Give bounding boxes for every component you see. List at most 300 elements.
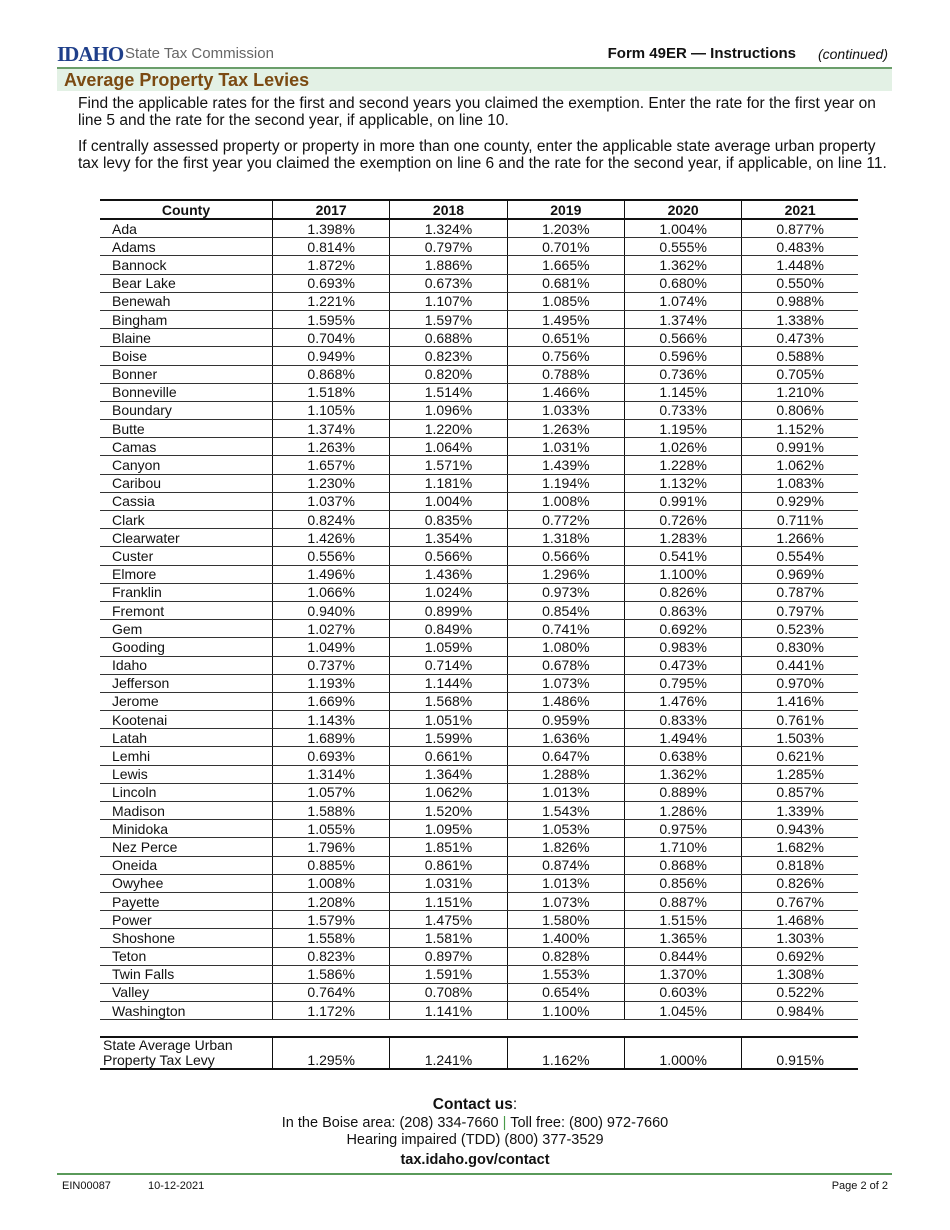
levy-rate-cell: 1.495% bbox=[507, 310, 624, 328]
levy-rate-cell: 1.230% bbox=[273, 474, 390, 492]
spacer-cell bbox=[273, 1020, 390, 1038]
levy-rate-cell: 0.818% bbox=[742, 856, 858, 874]
levy-rate-cell: 1.339% bbox=[742, 802, 858, 820]
table-row bbox=[100, 583, 858, 601]
levy-rate-cell: 1.586% bbox=[273, 965, 390, 983]
levy-rate-cell: 0.861% bbox=[390, 856, 507, 874]
levy-rate-cell: 1.107% bbox=[390, 292, 507, 310]
column-header-year: 2017 bbox=[273, 200, 390, 219]
levy-rate-cell: 1.426% bbox=[273, 529, 390, 547]
county-name-cell: Bonneville bbox=[100, 383, 273, 401]
levy-rate-cell: 1.288% bbox=[507, 765, 624, 783]
levy-rate-cell: 1.354% bbox=[390, 529, 507, 547]
table-row bbox=[100, 838, 858, 856]
levy-rate-cell: 1.518% bbox=[273, 383, 390, 401]
levy-rate-cell: 0.654% bbox=[507, 983, 624, 1001]
levy-rate-cell: 1.066% bbox=[273, 583, 390, 601]
levy-rate-cell: 1.657% bbox=[273, 456, 390, 474]
table-header-row bbox=[100, 200, 858, 219]
levy-rate-cell: 0.885% bbox=[273, 856, 390, 874]
county-name-cell: Jerome bbox=[100, 692, 273, 710]
levy-rate-cell: 1.436% bbox=[390, 565, 507, 583]
levy-rate-cell: 0.835% bbox=[390, 511, 507, 529]
levy-rate-cell: 1.024% bbox=[390, 583, 507, 601]
levy-rate-cell: 1.796% bbox=[273, 838, 390, 856]
levy-rate-cell: 1.228% bbox=[624, 456, 741, 474]
levy-rate-cell: 0.897% bbox=[390, 947, 507, 965]
levy-rate-cell: 0.857% bbox=[742, 783, 858, 801]
levy-rate-cell: 1.665% bbox=[507, 256, 624, 274]
county-name-cell: Adams bbox=[100, 238, 273, 256]
revision-date: 10-12-2021 bbox=[148, 1180, 205, 1192]
levy-rate-cell: 1.172% bbox=[273, 1002, 390, 1020]
table-row bbox=[100, 511, 858, 529]
county-name-cell: Butte bbox=[100, 420, 273, 438]
levy-rate-cell: 1.095% bbox=[390, 820, 507, 838]
county-name-cell: Custer bbox=[100, 547, 273, 565]
levy-rate-cell: 1.283% bbox=[624, 529, 741, 547]
table-row bbox=[100, 674, 858, 692]
levy-rate-cell: 1.324% bbox=[390, 219, 507, 238]
levy-rate-cell: 0.824% bbox=[273, 511, 390, 529]
levy-rate-cell: 0.856% bbox=[624, 874, 741, 892]
levy-rate-cell: 1.027% bbox=[273, 620, 390, 638]
levy-rate-cell: 1.599% bbox=[390, 729, 507, 747]
levy-rate-cell: 0.705% bbox=[742, 365, 858, 383]
county-name-cell: Blaine bbox=[100, 329, 273, 347]
county-name-cell: Clark bbox=[100, 511, 273, 529]
county-name-cell: Fremont bbox=[100, 601, 273, 619]
levy-rate-cell: 1.295% bbox=[273, 1037, 390, 1069]
levy-rate-cell: 1.515% bbox=[624, 911, 741, 929]
levy-rate-cell: 1.486% bbox=[507, 692, 624, 710]
levy-rate-cell: 0.764% bbox=[273, 983, 390, 1001]
levy-rate-cell: 1.496% bbox=[273, 565, 390, 583]
levy-rate-cell: 1.466% bbox=[507, 383, 624, 401]
levy-rate-cell: 0.522% bbox=[742, 983, 858, 1001]
levy-rate-cell: 1.152% bbox=[742, 420, 858, 438]
section-title: Average Property Tax Levies bbox=[64, 70, 310, 90]
levy-rate-cell: 0.788% bbox=[507, 365, 624, 383]
levy-rate-cell: 1.141% bbox=[390, 1002, 507, 1020]
levy-rate-cell: 1.886% bbox=[390, 256, 507, 274]
county-name-cell: Bannock bbox=[100, 256, 273, 274]
levy-rate-cell: 1.004% bbox=[390, 492, 507, 510]
levy-rate-cell: 1.826% bbox=[507, 838, 624, 856]
levy-rate-cell: 0.814% bbox=[273, 238, 390, 256]
county-name-cell: Bonner bbox=[100, 365, 273, 383]
instruction-paragraph-2: If centrally assessed property or property in more than one county, enter the applicable state average urban property tax levy for the first year you claimed the exemption on line 6 and the rate for the second year, if applicable, on line 11. bbox=[78, 138, 887, 172]
levy-rate-cell: 1.503% bbox=[742, 729, 858, 747]
county-name-cell: Canyon bbox=[100, 456, 273, 474]
levy-rate-cell: 0.688% bbox=[390, 329, 507, 347]
table-row bbox=[100, 474, 858, 492]
levy-rate-cell: 1.085% bbox=[507, 292, 624, 310]
levy-rate-cell: 0.678% bbox=[507, 656, 624, 674]
levy-rate-cell: 1.145% bbox=[624, 383, 741, 401]
levy-rate-cell: 1.100% bbox=[507, 1002, 624, 1020]
agency-name: State Tax Commission bbox=[125, 45, 274, 62]
levy-rate-cell: 0.638% bbox=[624, 747, 741, 765]
idaho-logo: IDAHO bbox=[57, 42, 124, 66]
levy-rate-cell: 1.051% bbox=[390, 711, 507, 729]
levy-rate-cell: 0.787% bbox=[742, 583, 858, 601]
levy-rate-cell: 1.100% bbox=[624, 565, 741, 583]
levy-rate-cell: 0.651% bbox=[507, 329, 624, 347]
levy-rate-cell: 0.554% bbox=[742, 547, 858, 565]
county-name-cell: Idaho bbox=[100, 656, 273, 674]
county-name-cell: Twin Falls bbox=[100, 965, 273, 983]
levy-rate-cell: 0.737% bbox=[273, 656, 390, 674]
county-name-cell: Teton bbox=[100, 947, 273, 965]
spacer-cell bbox=[742, 1020, 858, 1038]
county-name-cell: Minidoka bbox=[100, 820, 273, 838]
levy-rate-cell: 1.195% bbox=[624, 420, 741, 438]
levy-rate-cell: 0.661% bbox=[390, 747, 507, 765]
levy-rate-cell: 0.566% bbox=[390, 547, 507, 565]
levy-rate-cell: 1.374% bbox=[624, 310, 741, 328]
levy-rate-cell: 1.308% bbox=[742, 965, 858, 983]
levy-rate-cell: 1.037% bbox=[273, 492, 390, 510]
levy-rate-cell: 0.693% bbox=[273, 747, 390, 765]
levy-rate-cell: 1.000% bbox=[624, 1037, 741, 1069]
county-name-cell: Cassia bbox=[100, 492, 273, 510]
levy-rate-cell: 1.416% bbox=[742, 692, 858, 710]
levy-rate-cell: 0.833% bbox=[624, 711, 741, 729]
county-name-cell: Boundary bbox=[100, 401, 273, 419]
table-row bbox=[100, 547, 858, 565]
levy-rate-cell: 0.441% bbox=[742, 656, 858, 674]
county-name-cell: Lewis bbox=[100, 765, 273, 783]
levy-rate-cell: 1.286% bbox=[624, 802, 741, 820]
levy-rate-cell: 1.365% bbox=[624, 929, 741, 947]
levy-rate-cell: 0.949% bbox=[273, 347, 390, 365]
levy-rate-cell: 1.579% bbox=[273, 911, 390, 929]
county-name-cell: Shoshone bbox=[100, 929, 273, 947]
levy-rate-cell: 1.468% bbox=[742, 911, 858, 929]
levy-rate-cell: 1.144% bbox=[390, 674, 507, 692]
contact-url[interactable]: tax.idaho.gov/contact bbox=[400, 1152, 550, 1168]
table-row bbox=[100, 256, 858, 274]
levy-rate-cell: 0.473% bbox=[624, 656, 741, 674]
levy-rate-cell: 1.710% bbox=[624, 838, 741, 856]
levy-rate-cell: 1.062% bbox=[390, 783, 507, 801]
levy-rate-cell: 0.761% bbox=[742, 711, 858, 729]
table-row bbox=[100, 711, 858, 729]
contact-title: Contact us bbox=[432, 1096, 513, 1113]
levy-rate-cell: 1.285% bbox=[742, 765, 858, 783]
levy-rate-cell: 0.868% bbox=[273, 365, 390, 383]
county-name-cell: Owyhee bbox=[100, 874, 273, 892]
county-name-cell: Kootenai bbox=[100, 711, 273, 729]
county-name-cell: Camas bbox=[100, 438, 273, 456]
county-name-cell: Payette bbox=[100, 892, 273, 910]
levy-rate-cell: 1.543% bbox=[507, 802, 624, 820]
levy-rate-cell: 0.806% bbox=[742, 401, 858, 419]
tdd-phone: Hearing impaired (TDD) (800) 377-3529 bbox=[346, 1132, 604, 1148]
levy-rate-cell: 0.555% bbox=[624, 238, 741, 256]
table-row bbox=[100, 856, 858, 874]
county-name-cell: Caribou bbox=[100, 474, 273, 492]
levy-rate-cell: 0.483% bbox=[742, 238, 858, 256]
county-name-cell: Gooding bbox=[100, 638, 273, 656]
levy-rate-cell: 1.362% bbox=[624, 765, 741, 783]
levy-rate-cell: 1.096% bbox=[390, 401, 507, 419]
table-row bbox=[100, 692, 858, 710]
levy-rate-cell: 0.984% bbox=[742, 1002, 858, 1020]
levy-rate-cell: 0.550% bbox=[742, 274, 858, 292]
levy-rate-cell: 1.571% bbox=[390, 456, 507, 474]
levy-rate-cell: 1.374% bbox=[273, 420, 390, 438]
county-name-cell: Power bbox=[100, 911, 273, 929]
levy-rate-cell: 0.726% bbox=[624, 511, 741, 529]
table-row bbox=[100, 983, 858, 1001]
table-row bbox=[100, 892, 858, 910]
levy-rate-cell: 1.581% bbox=[390, 929, 507, 947]
levy-rate-cell: 1.105% bbox=[273, 401, 390, 419]
table-row bbox=[100, 238, 858, 256]
county-name-cell: Clearwater bbox=[100, 529, 273, 547]
county-name-cell: Franklin bbox=[100, 583, 273, 601]
county-name-cell: Elmore bbox=[100, 565, 273, 583]
levy-rate-cell: 1.263% bbox=[507, 420, 624, 438]
continued-label: (continued) bbox=[817, 46, 888, 62]
separator: | bbox=[502, 1115, 507, 1131]
levy-rate-cell: 0.523% bbox=[742, 620, 858, 638]
levy-rate-cell: 0.681% bbox=[507, 274, 624, 292]
spacer-cell bbox=[100, 1020, 273, 1038]
levy-rate-cell: 1.013% bbox=[507, 783, 624, 801]
levy-rate-cell: 1.241% bbox=[390, 1037, 507, 1069]
levy-rate-cell: 1.008% bbox=[507, 492, 624, 510]
levy-rate-cell: 0.991% bbox=[624, 492, 741, 510]
levy-rate-cell: 0.929% bbox=[742, 492, 858, 510]
county-name-cell: Valley bbox=[100, 983, 273, 1001]
county-name-cell: Latah bbox=[100, 729, 273, 747]
levy-rate-cell: 0.756% bbox=[507, 347, 624, 365]
levy-rate-cell: 0.868% bbox=[624, 856, 741, 874]
contact-phones bbox=[0, 1115, 950, 1131]
column-header-year: 2018 bbox=[390, 200, 507, 219]
levy-rate-cell: 1.514% bbox=[390, 383, 507, 401]
table-row bbox=[100, 802, 858, 820]
levy-rate-cell: 1.872% bbox=[273, 256, 390, 274]
levy-rate-cell: 1.494% bbox=[624, 729, 741, 747]
levy-rate-cell: 1.151% bbox=[390, 892, 507, 910]
levy-rate-cell: 1.520% bbox=[390, 802, 507, 820]
levy-rate-cell: 0.823% bbox=[273, 947, 390, 965]
levy-rate-cell: 1.132% bbox=[624, 474, 741, 492]
levy-rate-cell: 1.318% bbox=[507, 529, 624, 547]
levy-rate-cell: 0.828% bbox=[507, 947, 624, 965]
levy-rate-cell: 0.741% bbox=[507, 620, 624, 638]
footer-divider bbox=[57, 1173, 892, 1175]
county-name-cell: Nez Perce bbox=[100, 838, 273, 856]
levy-rate-cell: 0.708% bbox=[390, 983, 507, 1001]
table-row bbox=[100, 401, 858, 419]
levy-rate-cell: 1.181% bbox=[390, 474, 507, 492]
spacer-row bbox=[100, 1020, 858, 1038]
levy-rate-cell: 0.940% bbox=[273, 601, 390, 619]
levy-rate-cell: 1.055% bbox=[273, 820, 390, 838]
levy-rate-cell: 1.370% bbox=[624, 965, 741, 983]
levy-rate-cell: 0.863% bbox=[624, 601, 741, 619]
levy-rate-cell: 1.162% bbox=[507, 1037, 624, 1069]
levy-rate-cell: 0.943% bbox=[742, 820, 858, 838]
levy-rate-cell: 1.073% bbox=[507, 674, 624, 692]
levy-rate-cell: 1.588% bbox=[273, 802, 390, 820]
county-name-cell: Bingham bbox=[100, 310, 273, 328]
levy-rate-cell: 0.714% bbox=[390, 656, 507, 674]
levy-rate-cell: 1.053% bbox=[507, 820, 624, 838]
column-header-year: 2021 bbox=[742, 200, 858, 219]
levy-rate-cell: 0.983% bbox=[624, 638, 741, 656]
levy-rate-cell: 0.596% bbox=[624, 347, 741, 365]
levy-rate-cell: 0.844% bbox=[624, 947, 741, 965]
levy-rate-cell: 1.143% bbox=[273, 711, 390, 729]
toll-free-phone: Toll free: (800) 972-7660 bbox=[510, 1115, 669, 1131]
levy-rate-cell: 0.603% bbox=[624, 983, 741, 1001]
levy-rate-cell: 1.580% bbox=[507, 911, 624, 929]
spacer-cell bbox=[624, 1020, 741, 1038]
levy-rate-cell: 0.797% bbox=[390, 238, 507, 256]
levy-rate-cell: 0.673% bbox=[390, 274, 507, 292]
levy-rate-cell: 1.059% bbox=[390, 638, 507, 656]
levy-rate-cell: 1.026% bbox=[624, 438, 741, 456]
levy-rate-cell: 1.208% bbox=[273, 892, 390, 910]
levy-rate-cell: 1.338% bbox=[742, 310, 858, 328]
levy-table bbox=[100, 199, 858, 1070]
levy-rate-cell: 0.647% bbox=[507, 747, 624, 765]
levy-rate-cell: 1.008% bbox=[273, 874, 390, 892]
levy-rate-cell: 1.553% bbox=[507, 965, 624, 983]
table-row bbox=[100, 965, 858, 983]
levy-rate-cell: 1.364% bbox=[390, 765, 507, 783]
levy-rate-cell: 1.398% bbox=[273, 219, 390, 238]
table-row bbox=[100, 765, 858, 783]
page-header bbox=[57, 40, 892, 66]
levy-rate-cell: 1.220% bbox=[390, 420, 507, 438]
levy-rate-cell: 1.194% bbox=[507, 474, 624, 492]
levy-rate-cell: 0.830% bbox=[742, 638, 858, 656]
levy-rate-cell: 0.566% bbox=[624, 329, 741, 347]
county-name-cell: Gem bbox=[100, 620, 273, 638]
form-title: Form 49ER — Instructions bbox=[607, 45, 796, 62]
levy-rate-cell: 0.767% bbox=[742, 892, 858, 910]
levy-rate-cell: 0.874% bbox=[507, 856, 624, 874]
table-row bbox=[100, 292, 858, 310]
levy-rate-cell: 1.013% bbox=[507, 874, 624, 892]
levy-rate-cell: 1.669% bbox=[273, 692, 390, 710]
levy-rate-cell: 0.692% bbox=[624, 620, 741, 638]
table-row bbox=[100, 929, 858, 947]
table-row bbox=[100, 747, 858, 765]
table-row bbox=[100, 383, 858, 401]
levy-rate-cell: 1.362% bbox=[624, 256, 741, 274]
instruction-paragraph-1: Find the applicable rates for the first and second years you claimed the exemption. Enter the rate for the first year on line 5 and the rate for the second year, if applicable, on line 10. bbox=[78, 95, 876, 129]
levy-rate-cell: 0.970% bbox=[742, 674, 858, 692]
levy-rate-cell: 1.083% bbox=[742, 474, 858, 492]
levy-rate-cell: 1.591% bbox=[390, 965, 507, 983]
levy-rate-cell: 0.826% bbox=[742, 874, 858, 892]
county-name-cell: State Average Urban Property Tax Levy bbox=[100, 1037, 273, 1069]
levy-rate-cell: 1.080% bbox=[507, 638, 624, 656]
levy-rate-cell: 1.004% bbox=[624, 219, 741, 238]
levy-rate-cell: 1.475% bbox=[390, 911, 507, 929]
table-row bbox=[100, 492, 858, 510]
boise-phone: In the Boise area: (208) 334-7660 bbox=[281, 1115, 499, 1131]
levy-rate-cell: 1.031% bbox=[507, 438, 624, 456]
table-row bbox=[100, 274, 858, 292]
levy-rate-cell: 1.045% bbox=[624, 1002, 741, 1020]
table-row bbox=[100, 911, 858, 929]
table-row bbox=[100, 729, 858, 747]
levy-rate-cell: 0.711% bbox=[742, 511, 858, 529]
levy-rate-cell: 0.566% bbox=[507, 547, 624, 565]
levy-rate-cell: 1.033% bbox=[507, 401, 624, 419]
contact-heading bbox=[0, 1096, 950, 1114]
levy-rate-cell: 0.973% bbox=[507, 583, 624, 601]
county-name-cell: Lemhi bbox=[100, 747, 273, 765]
levy-rate-cell: 0.797% bbox=[742, 601, 858, 619]
county-name-cell: Oneida bbox=[100, 856, 273, 874]
county-name-cell: Benewah bbox=[100, 292, 273, 310]
levy-rate-cell: 0.877% bbox=[742, 219, 858, 238]
table-row bbox=[100, 820, 858, 838]
levy-rate-cell: 1.266% bbox=[742, 529, 858, 547]
levy-rate-cell: 0.820% bbox=[390, 365, 507, 383]
summary-row bbox=[100, 1037, 858, 1069]
levy-rate-cell: 0.692% bbox=[742, 947, 858, 965]
table-row bbox=[100, 529, 858, 547]
levy-rate-cell: 1.296% bbox=[507, 565, 624, 583]
levy-rate-cell: 1.062% bbox=[742, 456, 858, 474]
levy-rate-cell: 0.823% bbox=[390, 347, 507, 365]
county-name-cell: Ada bbox=[100, 219, 273, 238]
table-row bbox=[100, 656, 858, 674]
form-code: EIN00087 bbox=[62, 1180, 111, 1192]
spacer-cell bbox=[390, 1020, 507, 1038]
levy-rate-cell: 1.682% bbox=[742, 838, 858, 856]
levy-rate-cell: 1.303% bbox=[742, 929, 858, 947]
levy-rate-cell: 0.556% bbox=[273, 547, 390, 565]
table-row bbox=[100, 365, 858, 383]
levy-rate-cell: 0.621% bbox=[742, 747, 858, 765]
levy-rate-cell: 1.221% bbox=[273, 292, 390, 310]
table-row bbox=[100, 329, 858, 347]
county-name-cell: Bear Lake bbox=[100, 274, 273, 292]
levy-rate-cell: 1.193% bbox=[273, 674, 390, 692]
levy-rate-cell: 0.826% bbox=[624, 583, 741, 601]
levy-rate-cell: 0.988% bbox=[742, 292, 858, 310]
county-name-cell: Boise bbox=[100, 347, 273, 365]
levy-rate-cell: 1.689% bbox=[273, 729, 390, 747]
levy-rate-cell: 0.991% bbox=[742, 438, 858, 456]
table-row bbox=[100, 565, 858, 583]
levy-rate-cell: 1.210% bbox=[742, 383, 858, 401]
levy-rate-cell: 0.795% bbox=[624, 674, 741, 692]
levy-rate-cell: 1.064% bbox=[390, 438, 507, 456]
levy-rate-cell: 0.887% bbox=[624, 892, 741, 910]
levy-rate-cell: 1.400% bbox=[507, 929, 624, 947]
spacer-cell bbox=[507, 1020, 624, 1038]
table-row bbox=[100, 620, 858, 638]
levy-rate-cell: 1.073% bbox=[507, 892, 624, 910]
levy-rate-cell: 1.263% bbox=[273, 438, 390, 456]
county-name-cell: Lincoln bbox=[100, 783, 273, 801]
levy-rate-cell: 1.636% bbox=[507, 729, 624, 747]
county-name-cell: Jefferson bbox=[100, 674, 273, 692]
